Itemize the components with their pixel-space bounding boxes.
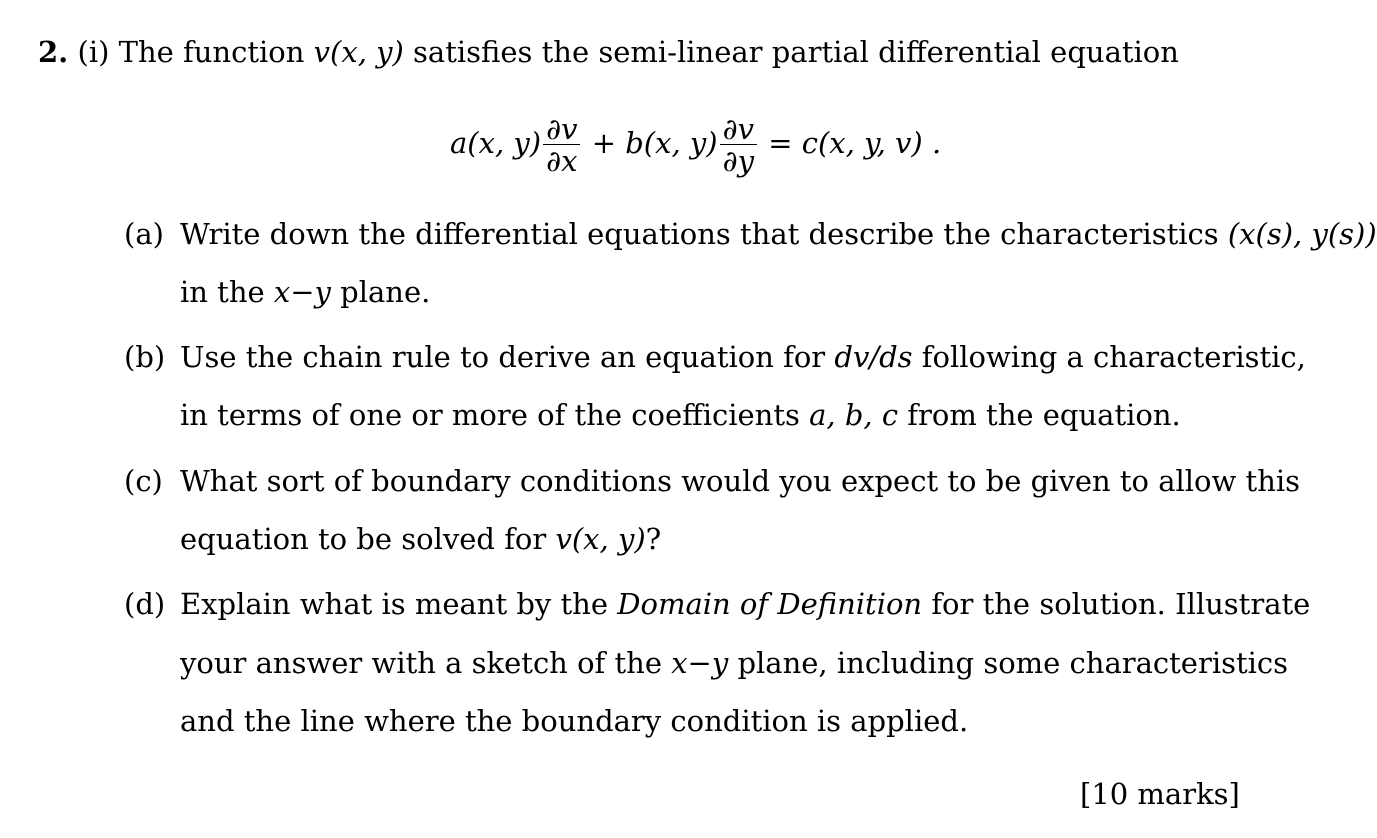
part-b-label: (b) xyxy=(124,340,166,374)
part-a-xy: x−y xyxy=(273,275,331,309)
part-b-line-2 xyxy=(180,397,1181,433)
equation-rhs: = c(x, y, v) . xyxy=(768,126,942,160)
part-d-line-3 xyxy=(180,703,968,739)
part-d-line-1 xyxy=(124,586,1310,622)
part-a-label: (a) xyxy=(124,217,164,251)
part-b-text-post2: from the equation. xyxy=(907,398,1181,432)
pde-equation xyxy=(450,108,941,178)
part-c-text-pre: equation to be solved for xyxy=(180,522,547,556)
part-a-text: Write down the differential equations that describe the characteristics xyxy=(180,217,1219,251)
part-a-characteristics: (x(s), y(s)) xyxy=(1227,217,1377,251)
numerator-dv: ∂v xyxy=(543,114,580,145)
part-d-text-pre2: your answer with a sketch of the xyxy=(180,646,662,680)
question-part-label: (i) xyxy=(77,35,110,69)
part-b-dvds: dv/ds xyxy=(834,340,913,374)
part-b-text-pre: Use the chain rule to derive an equation for xyxy=(180,340,826,374)
question-intro-text: The function xyxy=(118,35,305,69)
part-c-text: What sort of boundary conditions would you expect to be given to allow this xyxy=(180,464,1301,498)
part-a-line-2 xyxy=(180,274,430,310)
part-d-text-post2: plane, including some characteristics xyxy=(737,646,1289,680)
part-c-function: v(x, y) xyxy=(555,522,646,556)
part-d-text-3: and the line where the boundary condition is applied. xyxy=(180,704,969,738)
marks-label xyxy=(1080,776,1240,812)
part-c-question-mark: ? xyxy=(645,522,662,556)
denominator-dy: ∂y xyxy=(722,143,754,178)
partial-v-partial-x xyxy=(543,111,580,178)
question-intro-function: v(x, y) xyxy=(313,35,404,69)
coefficient-a: a(x, y) xyxy=(450,126,542,160)
question-intro-rest: satisfies the semi-linear partial differential equation xyxy=(413,35,1179,69)
part-a-line-1 xyxy=(124,216,1377,252)
part-d-domain-of-definition: Domain of Definition xyxy=(617,587,923,621)
part-d-text-pre: Explain what is meant by the xyxy=(180,587,609,621)
part-a-text-pre: in the xyxy=(180,275,265,309)
coefficient-b: + b(x, y) xyxy=(591,126,718,160)
marks-text: [10 marks] xyxy=(1080,777,1240,811)
part-d-line-2 xyxy=(180,645,1288,681)
part-b-text-post: following a characteristic, xyxy=(921,340,1306,374)
partial-v-partial-y xyxy=(720,111,757,178)
question-number: 2. xyxy=(38,35,69,69)
numerator-dv: ∂v xyxy=(720,114,757,145)
part-c-label: (c) xyxy=(124,464,163,498)
part-b-text-pre2: in terms of one or more of the coefficients xyxy=(180,398,800,432)
part-b-line-1 xyxy=(124,339,1306,375)
part-c-line-2 xyxy=(180,521,661,557)
part-c-line-1 xyxy=(124,463,1300,499)
part-a-text-post: plane. xyxy=(340,275,431,309)
part-b-coefficients: a, b, c xyxy=(809,398,899,432)
part-d-label: (d) xyxy=(124,587,166,621)
part-d-text-post: for the solution. Illustrate xyxy=(931,587,1311,621)
question-intro xyxy=(38,34,1179,70)
part-d-xy: x−y xyxy=(671,646,729,680)
denominator-dx: ∂x xyxy=(546,143,578,178)
